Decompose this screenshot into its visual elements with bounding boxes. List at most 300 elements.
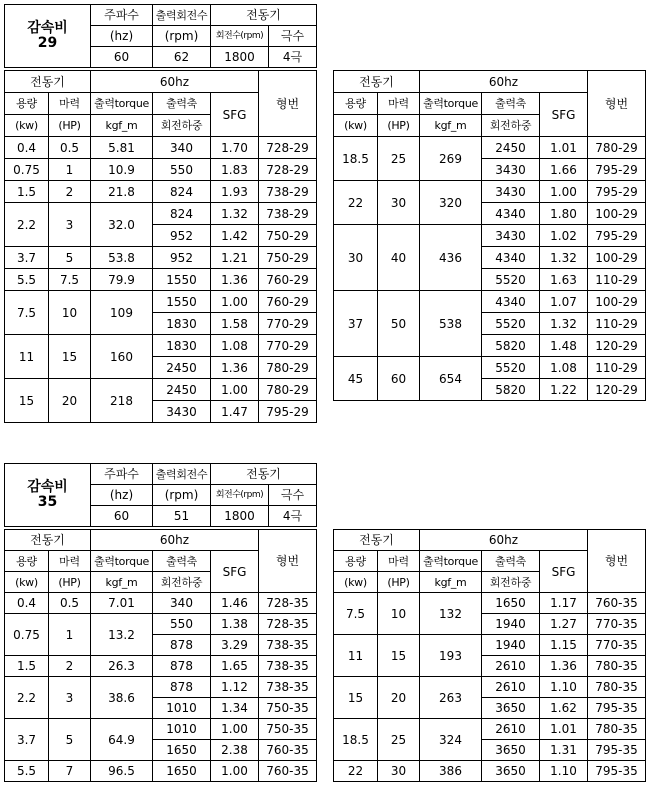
model-number: 780-35 — [588, 656, 646, 677]
output-torque: 5.81 — [91, 137, 153, 159]
sfg-value: 1.02 — [540, 225, 588, 247]
output-torque: 263 — [420, 677, 482, 719]
output-shaft-load: 5520 — [482, 313, 540, 335]
table-row — [5, 719, 317, 740]
col-sfg-header: SFG — [211, 93, 259, 137]
model-number: 795-29 — [588, 181, 646, 203]
sfg-value: 1.36 — [211, 269, 259, 291]
col-60hz-header: 60hz — [91, 530, 259, 551]
horsepower: 40 — [378, 225, 420, 291]
model-number: 795-29 — [588, 225, 646, 247]
model-number: 760-29 — [259, 269, 317, 291]
ratio-29-left-spec-table — [4, 70, 317, 423]
output-shaft-load: 3430 — [153, 401, 211, 423]
capacity-kw: 11 — [5, 335, 49, 379]
freq-label: 주파수 — [91, 5, 153, 26]
motor-rpm-label: 회전수(rpm) — [211, 26, 269, 47]
output-shaft-load: 1940 — [482, 635, 540, 656]
sfg-value: 1.32 — [540, 247, 588, 269]
table-row — [5, 137, 317, 159]
model-number: 770-35 — [588, 614, 646, 635]
horsepower: 10 — [49, 291, 91, 335]
table-row — [334, 719, 646, 740]
table-row — [5, 677, 317, 698]
col-60hz-header: 60hz — [420, 530, 588, 551]
ratio-35-right-spec-table — [333, 529, 646, 782]
table-row — [5, 247, 317, 269]
model-number: 120-29 — [588, 335, 646, 357]
table-row — [5, 379, 317, 401]
horsepower: 50 — [378, 291, 420, 357]
ratio-title: 감속비 — [27, 19, 68, 36]
col-hp-unit: (HP) — [378, 115, 420, 137]
output-shaft-load: 952 — [153, 225, 211, 247]
output-torque: 324 — [420, 719, 482, 761]
output-shaft-load: 1550 — [153, 269, 211, 291]
sfg-value: 1.15 — [540, 635, 588, 656]
horsepower: 5 — [49, 719, 91, 761]
output-torque: 218 — [91, 379, 153, 423]
sfg-value: 1.66 — [540, 159, 588, 181]
sfg-value: 1.32 — [211, 203, 259, 225]
sfg-value: 1.32 — [540, 313, 588, 335]
output-shaft-load: 952 — [153, 247, 211, 269]
ratio-35-header-table — [4, 463, 317, 527]
sfg-value: 1.70 — [211, 137, 259, 159]
col-load-header: 출력축 — [482, 93, 540, 115]
capacity-kw: 2.2 — [5, 203, 49, 247]
motor-label: 전동기 — [211, 5, 317, 26]
model-number: 770-29 — [259, 313, 317, 335]
motor-rpm-value: 1800 — [211, 47, 269, 68]
model-number: 728-35 — [259, 614, 317, 635]
capacity-kw: 5.5 — [5, 269, 49, 291]
sfg-value: 1.00 — [211, 761, 259, 782]
col-motor-header: 전동기 — [5, 530, 91, 551]
table-row — [5, 181, 317, 203]
output-shaft-load: 5520 — [482, 269, 540, 291]
model-number: 795-29 — [259, 401, 317, 423]
table-row — [334, 225, 646, 247]
col-motor-header: 전동기 — [334, 71, 420, 93]
horsepower: 0.5 — [49, 137, 91, 159]
out-rpm-value: 62 — [153, 47, 211, 68]
capacity-kw: 45 — [334, 357, 378, 401]
col-torque-header: 출력torque — [91, 93, 153, 115]
col-load-header-2: 회전하중 — [482, 572, 540, 593]
capacity-kw: 0.4 — [5, 593, 49, 614]
poles-label: 극수 — [269, 26, 317, 47]
output-shaft-load: 5820 — [482, 379, 540, 401]
capacity-kw: 1.5 — [5, 656, 49, 677]
model-number: 738-35 — [259, 656, 317, 677]
output-shaft-load: 3650 — [482, 740, 540, 761]
output-shaft-load: 878 — [153, 677, 211, 698]
sfg-value: 1.10 — [540, 761, 588, 782]
col-model-header: 형번 — [259, 71, 317, 137]
output-shaft-load: 5520 — [482, 357, 540, 379]
output-torque: 64.9 — [91, 719, 153, 761]
output-shaft-load: 1830 — [153, 313, 211, 335]
model-number: 728-35 — [259, 593, 317, 614]
motor-rpm-value: 1800 — [211, 506, 269, 527]
model-number: 110-29 — [588, 357, 646, 379]
col-hp-unit: (HP) — [378, 572, 420, 593]
sfg-value: 1.00 — [211, 719, 259, 740]
output-torque: 436 — [420, 225, 482, 291]
sfg-value: 1.80 — [540, 203, 588, 225]
output-torque: 132 — [420, 593, 482, 635]
table-row — [5, 761, 317, 782]
model-number: 750-29 — [259, 247, 317, 269]
horsepower: 3 — [49, 677, 91, 719]
sfg-value: 1.58 — [211, 313, 259, 335]
capacity-kw: 22 — [334, 761, 378, 782]
model-number: 760-35 — [259, 740, 317, 761]
model-number: 738-29 — [259, 181, 317, 203]
capacity-kw: 7.5 — [5, 291, 49, 335]
model-number: 780-35 — [588, 719, 646, 740]
capacity-kw: 15 — [5, 379, 49, 423]
output-shaft-load: 3430 — [482, 181, 540, 203]
poles-label: 극수 — [269, 485, 317, 506]
output-torque: 38.6 — [91, 677, 153, 719]
output-shaft-load: 824 — [153, 181, 211, 203]
ratio-29-right-spec-table — [333, 70, 646, 401]
table-row — [5, 614, 317, 635]
model-number: 770-29 — [259, 335, 317, 357]
sfg-value: 3.29 — [211, 635, 259, 656]
sfg-value: 1.31 — [540, 740, 588, 761]
model-number: 100-29 — [588, 291, 646, 313]
model-number: 728-29 — [259, 159, 317, 181]
output-shaft-load: 1010 — [153, 698, 211, 719]
sfg-value: 1.83 — [211, 159, 259, 181]
model-number: 120-29 — [588, 379, 646, 401]
output-shaft-load: 1550 — [153, 291, 211, 313]
output-shaft-load: 3650 — [482, 698, 540, 719]
horsepower: 60 — [378, 357, 420, 401]
capacity-kw: 0.4 — [5, 137, 49, 159]
col-sfg-header: SFG — [540, 93, 588, 137]
capacity-kw: 0.75 — [5, 159, 49, 181]
col-hp-header: 마력 — [378, 551, 420, 572]
output-torque: 13.2 — [91, 614, 153, 656]
col-60hz-header: 60hz — [91, 71, 259, 93]
output-shaft-load: 824 — [153, 203, 211, 225]
horsepower: 2 — [49, 181, 91, 203]
horsepower: 1 — [49, 614, 91, 656]
capacity-kw: 18.5 — [334, 719, 378, 761]
model-number: 780-29 — [588, 137, 646, 159]
sfg-value: 1.08 — [540, 357, 588, 379]
output-shaft-load: 878 — [153, 635, 211, 656]
output-shaft-load: 2610 — [482, 719, 540, 740]
col-hp-header: 마력 — [378, 93, 420, 115]
table-row — [5, 269, 317, 291]
out-rpm-unit: (rpm) — [153, 485, 211, 506]
sfg-value: 1.10 — [540, 677, 588, 698]
col-capacity-unit: (kw) — [5, 115, 49, 137]
horsepower: 7 — [49, 761, 91, 782]
model-number: 738-35 — [259, 635, 317, 656]
model-number: 795-29 — [588, 159, 646, 181]
table-row — [334, 181, 646, 203]
col-sfg-header: SFG — [540, 551, 588, 593]
output-shaft-load: 4340 — [482, 291, 540, 313]
horsepower: 7.5 — [49, 269, 91, 291]
col-motor-header: 전동기 — [5, 71, 91, 93]
output-torque: 10.9 — [91, 159, 153, 181]
col-sfg-header: SFG — [211, 551, 259, 593]
output-shaft-load: 340 — [153, 137, 211, 159]
table-row — [5, 291, 317, 313]
col-torque-unit: kgf_m — [91, 572, 153, 593]
sfg-value: 1.65 — [211, 656, 259, 677]
output-shaft-load: 878 — [153, 656, 211, 677]
output-torque: 79.9 — [91, 269, 153, 291]
output-torque: 96.5 — [91, 761, 153, 782]
sfg-value: 1.46 — [211, 593, 259, 614]
sfg-value: 1.12 — [211, 677, 259, 698]
model-number: 738-29 — [259, 203, 317, 225]
motor-label: 전동기 — [211, 464, 317, 485]
horsepower: 25 — [378, 137, 420, 181]
capacity-kw: 7.5 — [334, 593, 378, 635]
col-capacity-unit: (kw) — [334, 115, 378, 137]
sfg-value: 1.08 — [211, 335, 259, 357]
horsepower: 20 — [378, 677, 420, 719]
capacity-kw: 30 — [334, 225, 378, 291]
model-number: 100-29 — [588, 203, 646, 225]
col-load-header-2: 회전하중 — [153, 115, 211, 137]
out-rpm-value: 51 — [153, 506, 211, 527]
output-torque: 109 — [91, 291, 153, 335]
model-number: 750-35 — [259, 719, 317, 740]
ratio-title-cell — [5, 464, 91, 527]
col-capacity-header: 용량 — [334, 93, 378, 115]
col-capacity-header: 용량 — [5, 93, 49, 115]
model-number: 780-35 — [588, 677, 646, 698]
col-capacity-header: 용량 — [5, 551, 49, 572]
table-row — [334, 761, 646, 782]
poles-value: 4극 — [269, 506, 317, 527]
capacity-kw: 5.5 — [5, 761, 49, 782]
sfg-value: 1.34 — [211, 698, 259, 719]
output-torque: 654 — [420, 357, 482, 401]
output-torque: 386 — [420, 761, 482, 782]
output-torque: 26.3 — [91, 656, 153, 677]
output-shaft-load: 1010 — [153, 719, 211, 740]
capacity-kw: 18.5 — [334, 137, 378, 181]
freq-value: 60 — [91, 47, 153, 68]
col-capacity-unit: (kw) — [5, 572, 49, 593]
horsepower: 2 — [49, 656, 91, 677]
output-shaft-load: 2450 — [153, 357, 211, 379]
table-row — [5, 203, 317, 225]
capacity-kw: 1.5 — [5, 181, 49, 203]
output-shaft-load: 4340 — [482, 203, 540, 225]
col-load-header-2: 회전하중 — [153, 572, 211, 593]
output-shaft-load: 1940 — [482, 614, 540, 635]
output-shaft-load: 4340 — [482, 247, 540, 269]
output-shaft-load: 1830 — [153, 335, 211, 357]
capacity-kw: 37 — [334, 291, 378, 357]
sfg-value: 1.00 — [211, 379, 259, 401]
capacity-kw: 22 — [334, 181, 378, 225]
ratio-number: 29 — [37, 35, 58, 51]
col-torque-header: 출력torque — [420, 551, 482, 572]
capacity-kw: 2.2 — [5, 677, 49, 719]
output-shaft-load: 550 — [153, 614, 211, 635]
capacity-kw: 0.75 — [5, 614, 49, 656]
output-shaft-load: 3430 — [482, 159, 540, 181]
model-number: 770-35 — [588, 635, 646, 656]
output-shaft-load: 2610 — [482, 656, 540, 677]
table-row — [5, 593, 317, 614]
ratio-29-header-table — [4, 4, 317, 68]
sfg-value: 1.93 — [211, 181, 259, 203]
col-torque-header: 출력torque — [420, 93, 482, 115]
horsepower: 15 — [378, 635, 420, 677]
output-torque: 160 — [91, 335, 153, 379]
col-hp-header: 마력 — [49, 93, 91, 115]
horsepower: 15 — [49, 335, 91, 379]
table-row — [334, 635, 646, 656]
output-torque: 538 — [420, 291, 482, 357]
col-capacity-header: 용량 — [334, 551, 378, 572]
sfg-value: 1.36 — [211, 357, 259, 379]
sfg-value: 1.62 — [540, 698, 588, 719]
col-torque-unit: kgf_m — [420, 115, 482, 137]
output-shaft-load: 1650 — [482, 593, 540, 614]
output-shaft-load: 2450 — [153, 379, 211, 401]
output-torque: 269 — [420, 137, 482, 181]
model-number: 738-35 — [259, 677, 317, 698]
model-number: 100-29 — [588, 247, 646, 269]
sfg-value: 1.48 — [540, 335, 588, 357]
output-shaft-load: 1650 — [153, 740, 211, 761]
output-torque: 53.8 — [91, 247, 153, 269]
table-row — [5, 159, 317, 181]
table-row — [5, 335, 317, 357]
col-load-header: 출력축 — [482, 551, 540, 572]
motor-rpm-label: 회전수(rpm) — [211, 485, 269, 506]
col-load-header: 출력축 — [153, 93, 211, 115]
poles-value: 4극 — [269, 47, 317, 68]
col-model-header: 형번 — [588, 71, 646, 137]
col-hp-unit: (HP) — [49, 115, 91, 137]
col-capacity-unit: (kw) — [334, 572, 378, 593]
model-number: 750-29 — [259, 225, 317, 247]
model-number: 760-35 — [588, 593, 646, 614]
output-torque: 193 — [420, 635, 482, 677]
sfg-value: 1.63 — [540, 269, 588, 291]
horsepower: 0.5 — [49, 593, 91, 614]
model-number: 760-35 — [259, 761, 317, 782]
capacity-kw: 15 — [334, 677, 378, 719]
horsepower: 25 — [378, 719, 420, 761]
horsepower: 1 — [49, 159, 91, 181]
ratio-title-cell — [5, 5, 91, 68]
horsepower: 30 — [378, 761, 420, 782]
freq-unit: (hz) — [91, 26, 153, 47]
col-load-header-2: 회전하중 — [482, 115, 540, 137]
horsepower: 5 — [49, 247, 91, 269]
horsepower: 30 — [378, 181, 420, 225]
col-hp-unit: (HP) — [49, 572, 91, 593]
sfg-value: 1.17 — [540, 593, 588, 614]
col-load-header: 출력축 — [153, 551, 211, 572]
sfg-value: 1.01 — [540, 137, 588, 159]
table-row — [334, 137, 646, 159]
sfg-value: 1.22 — [540, 379, 588, 401]
col-model-header: 형번 — [259, 530, 317, 593]
sfg-value: 1.21 — [211, 247, 259, 269]
horsepower: 20 — [49, 379, 91, 423]
freq-unit: (hz) — [91, 485, 153, 506]
sfg-value: 1.01 — [540, 719, 588, 740]
output-torque: 32.0 — [91, 203, 153, 247]
model-number: 780-29 — [259, 357, 317, 379]
col-torque-unit: kgf_m — [91, 115, 153, 137]
sfg-value: 1.47 — [211, 401, 259, 423]
out-rpm-label: 출력회전수 — [153, 5, 211, 26]
capacity-kw: 3.7 — [5, 247, 49, 269]
table-row — [334, 357, 646, 379]
model-number: 760-29 — [259, 291, 317, 313]
model-number: 110-29 — [588, 269, 646, 291]
ratio-35-left-spec-table — [4, 529, 317, 782]
sfg-value: 1.00 — [540, 181, 588, 203]
ratio-number: 35 — [37, 494, 58, 510]
sfg-value: 1.07 — [540, 291, 588, 313]
output-shaft-load: 1650 — [153, 761, 211, 782]
table-row — [334, 291, 646, 313]
model-number: 750-35 — [259, 698, 317, 719]
sfg-value: 1.36 — [540, 656, 588, 677]
model-number: 780-29 — [259, 379, 317, 401]
model-number: 110-29 — [588, 313, 646, 335]
output-torque: 320 — [420, 181, 482, 225]
table-row — [334, 593, 646, 614]
out-rpm-unit: (rpm) — [153, 26, 211, 47]
sfg-value: 1.42 — [211, 225, 259, 247]
output-torque: 21.8 — [91, 181, 153, 203]
sfg-value: 1.27 — [540, 614, 588, 635]
col-60hz-header: 60hz — [420, 71, 588, 93]
ratio-title: 감속비 — [27, 478, 68, 495]
horsepower: 3 — [49, 203, 91, 247]
output-shaft-load: 550 — [153, 159, 211, 181]
capacity-kw: 11 — [334, 635, 378, 677]
model-number: 795-35 — [588, 740, 646, 761]
col-motor-header: 전동기 — [334, 530, 420, 551]
model-number: 728-29 — [259, 137, 317, 159]
output-shaft-load: 2610 — [482, 677, 540, 698]
capacity-kw: 3.7 — [5, 719, 49, 761]
output-shaft-load: 3650 — [482, 761, 540, 782]
col-torque-header: 출력torque — [91, 551, 153, 572]
sfg-value: 2.38 — [211, 740, 259, 761]
col-torque-unit: kgf_m — [420, 572, 482, 593]
sfg-value: 1.38 — [211, 614, 259, 635]
output-shaft-load: 5820 — [482, 335, 540, 357]
model-number: 795-35 — [588, 761, 646, 782]
table-row — [334, 677, 646, 698]
model-number: 795-35 — [588, 698, 646, 719]
freq-label: 주파수 — [91, 464, 153, 485]
